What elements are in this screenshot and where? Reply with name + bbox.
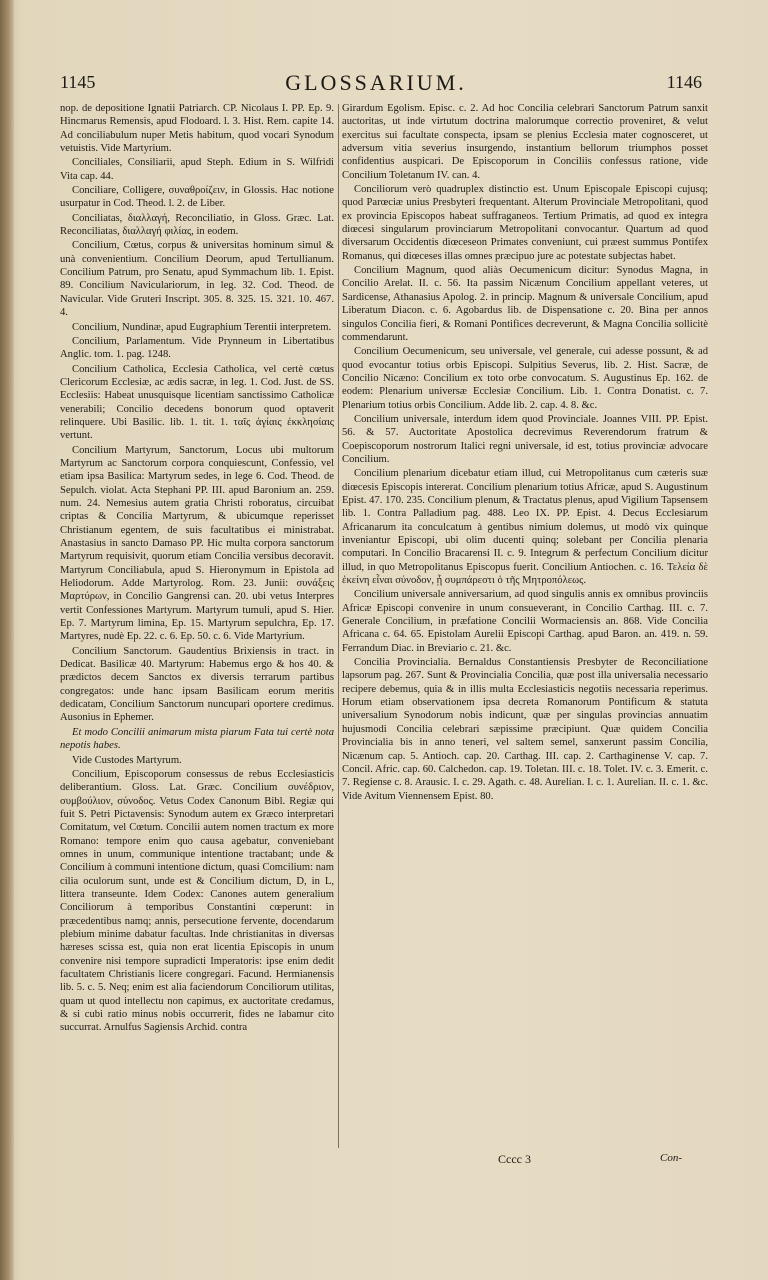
signature-mark: Cccc 3 bbox=[498, 1152, 531, 1166]
entry-paragraph: Concilium plenarium dicebatur etiam illud, cui Metropolitanus cum cæteris suæ diœcesis Episcopis intererat. Concilium plenarium totius Africæ, apud S. Augustinum Epist. 47. 170. 235. Concilium plenum, & Tractatus plenus, apud Vigilium Tapsensem lib. 1. Contra Palladium pag. 488. Leo IX. PP. Epist. 4. Decus Ecclesiarum Africanarum ita conculcatum à gentibus nimium dolemus, ut modò vix quinque inveniantur Episcopi, ubi olim ducenti quinq; solebant per Concilia plenaria computari. In Concilio Bracarensi II. c. 9. Integrum & perfectum Concilium dicitur illud, in quo Metropolitanus Episcopus fuerit. Concilium Antiochen. c. 16. Τελεία δὲ ἐκείνη εἶναι σύνοδον, ᾗ συμπάρεστι ὁ τῆς Μητροπόλεως. bbox=[342, 468, 708, 587]
page-header bbox=[40, 70, 712, 100]
entry-paragraph: Concilium, Parlamentum. Vide Prynneum in Libertatibus Anglic. tom. 1. pag. 1248. bbox=[60, 335, 334, 361]
entry-paragraph: nop. de depositione Ignatii Patriarch. CP. Nicolaus I. PP. Ep. 9. Hincmarus Remensis, apud Flodoard. l. 3. Hist. Rem. capite 14. Ad conciliabulum nuper Metis habitum, quod vocari Synodum vetuistis. Vide Martyrium. bbox=[60, 103, 334, 155]
entry-paragraph: Conciliatas, διαλλαγή, Reconciliatio, in Gloss. Græc. Lat. Reconciliatas, διαλλαγή φιλίας, in eodem. bbox=[60, 212, 334, 238]
entry-paragraph: Concilium Catholica, Ecclesia Catholica, vel certè cœtus Clericorum Ecclesiæ, ac ædis sacræ, in leg. 1. Cod. Just. de SS. Ecclesiis: Habeat unusquisque licentiam sanctissimo Catholicæ venerabili; Concilio decedens bonorum quod optaverit relinquere. Ubi Basilic. lib. 1. tit. 1. ταῖς ἁγίαις ἐκκλησίαις vertunt. bbox=[60, 363, 334, 442]
right-column bbox=[342, 102, 708, 1150]
entry-paragraph: Concilium Martyrum, Sanctorum, Locus ubi multorum Martyrum ac Sanctorum corpora conquiescunt, Confessio, vel etiam ipsa Basilica: Martyrum sedes, in lege 6. Cod. Theod. de Sepulch. violat. Acta Stephani PP. III. apud Baronium an. 259. num. 24. Nemesius autem gratia Christi roboratus, circuibat criptas & Concilia Martyrum, & ubicumque reperisset Christianum egentem, de suis facultatibus ei ministrabat. Anastasius in sancto Damaso PP. Hic multa corpora sanctorum Martyrum requisivit, quorum etiam Concilia versibus decoravit. Martyrum Conciliabula, apud S. Hieronymum in Epistola ad Heliodorum. Adde Martyrolog. Rom. 23. Junii: συνάξεις Μαρτύρων, in Concilio Gangrensi can. 20. ubi vetus Interpres vertit Confessiones Martyrum. Martyrum tumuli, apud S. Hier. Ep. 7. Martyrum limina, Ep. 15. Martyrum sepulchra, Ep. 17. Martyres, nudè Ep. 22. c. 6. Ep. 50. c. 6. Vide Martyrium. bbox=[60, 444, 334, 643]
left-column bbox=[60, 102, 334, 1150]
page-number-left: 1145 bbox=[60, 72, 96, 92]
entry-paragraph: Concilia Provincialia. Bernaldus Constantiensis Presbyter de Reconciliatione lapsorum pag. 267. Sunt & Provincialia Concilia, quæ post illa universalia necessario recipere debemus, quia & in illis multa Ecclesiasticis negotiis necessaria reperimus. Horum etiam observationem ipsa decreta Romanorum Pontificum & statuta universalium Synodorum nobis indicunt, quæ per singulas provincias annuatim hujusmodi Concilia celebrari sæpissime præcipiunt. Quæ quidem Concilia Provincialia bis in anno teneri, vel saltem semel, sanxerunt passim Concilia, Nicænum cap. 5. Antioch. cap. 20. Carthag. III. cap. 2. Carthaginense V. cap. 7. Concil. Afric. cap. 60. Calchedon. cap. 19. Toletan. III. c. 18. Tolet. IV. c. 3. Emerit. c. 7. Regiense c. 8. Arausic. I. c. 29. Agath. c. 48. Aurelian. I. c. 1. Aurelian. II. c. 1. &c. Vide Avitum Viennensem Epist. 80. bbox=[342, 657, 708, 802]
entry-paragraph: Concilium Oecumenicum, seu universale, vel generale, cui adesse possunt, & ad quod evocantur totius orbis Episcopi. Sulpitius Severus, lib. 2. Hist. Sacræ, de Concilio Nicæno: Concilium ex toto orbe convocatum. S. Augustinus Ep. 162. de eodem: Plenarium universæ Ecclesiæ Concilium. Lib. 1. Contra Donatist. c. 7. Plenarium totius orbis Concilium. Adde lib. 2. cap. 4. 8. &c. bbox=[342, 346, 708, 411]
entry-paragraph: Conciliare, Colligere, συναθροίζειν, in Glossis. Hac notione usurpatur in Cod. Theod. l. 2. de Liber. bbox=[60, 185, 334, 210]
entry-paragraph: Concilium Magnum, quod aliàs Oecumenicum dicitur: Synodus Magna, in Concilio Arelat. II. c. 56. Ita passim Nicænum Concilium appellant veteres, ut Sardicense, Athanasius Apolog. 2. in princip. Magnum & universale Concilium, apud Liberatum Diacon. c. 6. Agobardus lib. de Dispensatione c. 20. Bina per annos singulos Concilia fieri, & Romani Pontifices decreverunt, & Magna Concilia sollicitè commendarunt. bbox=[342, 265, 708, 343]
entry-paragraph: Concilium universale, interdum idem quod Provinciale. Joannes VIII. PP. Epist. 56. & 57. Auctoritate Apostolica decrevimus Reverendorum fratrum & Coepiscoporum nostrorum Italici regni universale, id est, totius provinciæ advocare Concilium. bbox=[342, 413, 708, 465]
catchword: Con- bbox=[660, 1152, 682, 1164]
entry-paragraph: Girardum Egolism. Episc. c. 2. Ad hoc Concilia celebrari Sanctorum Patrum sanxit auctoritas, ut inde virtutum doctrina malorumque correctio proveniret, & velut exercitus sui facultate conspecta, ipsam se plenius Ecclesia mater cognosceret, ut adversum vitia severius insurgendo, instantium bellorum triumphos posset confidentius auspicari. De Episcoporum in Conciliis confessus ratione, vide Concilium Toletanum IV. can. 4. bbox=[342, 103, 708, 181]
column-divider bbox=[338, 104, 339, 1148]
entry-paragraph: Concilium, Episcoporum consessus de rebus Ecclesiasticis deliberantium. Gloss. Lat. Græc. Concilium συνέδριον, συμβούλιον, σύνοδος. Vetus Codex Canonum Bibl. Regiæ qui fuit S. Petri Pictavensis: Synodum autem ex Græco interpretari Comitatum, vel Cœtum. Concilii autem nomen tractum ex more Romano: tempore enim quo causa agebatur, conveniebant omnes in unum, communique intentione tractabant; unde & Concilium à communi intentione dictum, quasi Comcilium: nam cilia oculorum sunt, unde est & Concilium dictum, D, in L, littera transeunte. Idem Codex: Canones autem generalium Conciliorum à temporibus Constantini cœperunt: in præcedentibus namq; annis, persecutione fervente, docendarum plebium minime dabatur facultas. Inde christianitas in diversas hæreses scissa est, quia non erat licentia Episcopis in unum convenire nisi tempore supradicti Imperatoris: ipse enim dedit facultatem Christianis licere congregari. Facund. Hermianensis lib. 5. c. 5. Neq; enim est alia faciendorum Conciliorum utilitas, quam ut quod intellectu non capimus, ex auctoritate credamus, & si cubi ratio minus nobis occurrerit, fides ne labamur cito succurrat. Arnulfus Sagiensis Archid. contra bbox=[60, 768, 334, 1034]
entry-paragraph: Vide Custodes Martyrum. bbox=[72, 754, 182, 766]
entry-paragraph: Concilium, Cœtus, corpus & universitas hominum simul & unà convenientium. Concilium Deorum, apud Tertullianum. Concilium Patrum, pro Senatu, apud Symmachum lib. 1. Epist. 89. Concilium Naviculariorum, in leg. 32. Cod. Theod. de Navicular. Vide Gruteri Inscript. 305. 8. 325. 15. 321. 10. 467. 4. bbox=[60, 240, 334, 319]
running-title: GLOSSARIUM. bbox=[285, 70, 467, 95]
entry-paragraph: Conciliales, Consiliarii, apud Steph. Edium in S. Wilfridi Vita cap. 44. bbox=[60, 157, 334, 182]
book-spine bbox=[0, 0, 14, 1280]
entry-paragraph: Concilium universale anniversarium, ad quod singulis annis ex omnibus provinciis Africæ Episcopi convenire in unum consueverant, in Concilio Carthag. III. c. 7. Generale Concilium, in præfatione Concilii Wormaciensis an. 868. Vide Concilia Africana c. 64. 65. Epistolam Aurelii Episcopi Carthag. apud Baron. an. 419. n. 59. Ferrandum Diac. in Breviario c. 21. &c. bbox=[342, 589, 708, 654]
page-number-right: 1146 bbox=[666, 72, 702, 92]
verse-quote: Et modo Concilii animarum mista piarum Fata tui certè nota nepotis habes. bbox=[60, 726, 334, 752]
entry-paragraph: Conciliorum verò quadruplex distinctio est. Unum Episcopale Episcopi cujusq; quod Parœciæ unius Presbyteri frequentant. Alterum Provinciale Metropolitani, quod ex provincia Episcopos habeat suffraganeos. Tertium Primatis, ad quod ex integra diœcesi singularum provinciarum Metropolitani convocantur. Quartum ad quod diversarum Occidentis diœceseon Primates conveniunt, cui præest summus Pontifex Romanus, qui diœceses illas omnes præcipuo jure ac potestate subjectas habet. bbox=[342, 184, 708, 262]
entry-paragraph: Concilium Sanctorum. Gaudentius Brixiensis in tract. in Dedicat. Basilicæ 40. Martyrum: Habemus ergo & hos 40. & prædictos decem Sanctos ex diversis terrarum partibus congregatos: unde hanc ipsam Basilicam eorum meritis dedicatam, Concilium Sanctorum nuncupari oportere credimus. Ausonius in Ephemer. bbox=[60, 645, 334, 724]
entry-paragraph: Concilium, Nundinæ, apud Eugraphium Terentii interpretem. bbox=[72, 321, 332, 333]
